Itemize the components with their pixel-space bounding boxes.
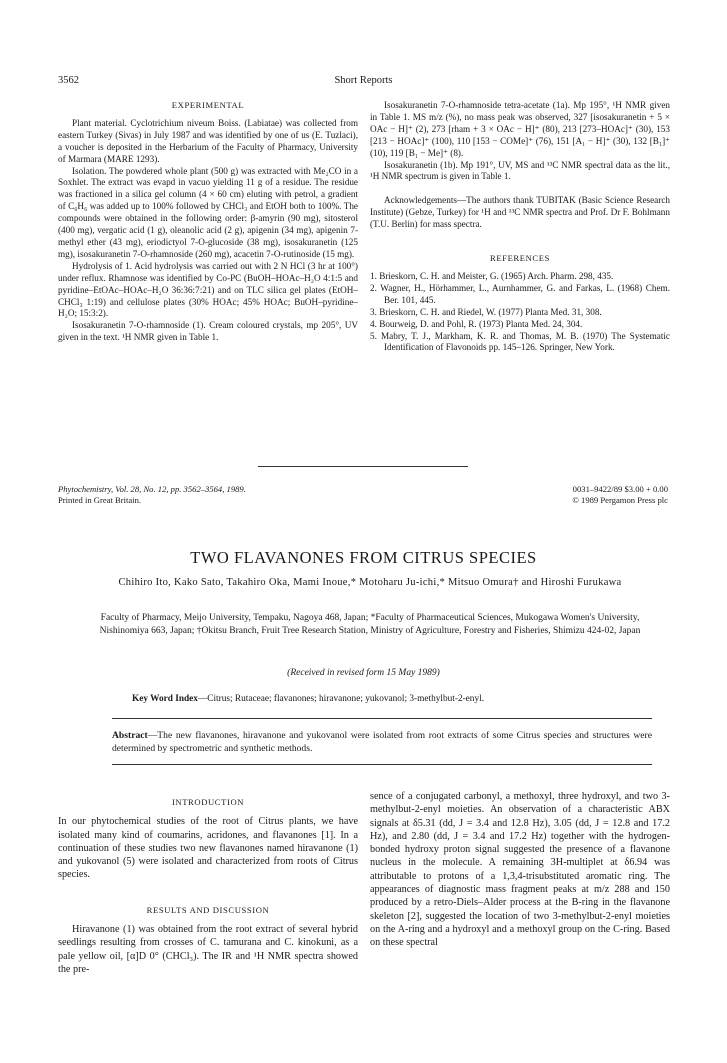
reference-item: 5. Mabry, T. J., Markham, K. R. and Thomas, M. B. (1970) The Systematic Identification of Flavonoids pp. 145–126. Springer, New York. [370, 330, 670, 353]
section-divider [258, 466, 468, 467]
copyright-line: © 1989 Pergamon Press plc [572, 494, 668, 505]
abstract-label: Abstract [112, 730, 148, 741]
results-continued-text: sence of a conjugated carbonyl, a methoxyl, three hydroxyl, and two 3-methylbut-2-enyl moieties. An observation of a characteristic ABX signals at δ5.31 (dd, J = 3.4 and 12.8 Hz), 3.05 (dd, J = 12.8 and 17.2 Hz), and 2.80 (dd, J = 3.4 and 17.2 Hz) together with the hydrogen-bonded hydroxy proton signal suggested the presence of a flavanone nucleus in the molecule. A remaining 3H-multiplet at δ6.94 was attributable to protons of a 1,3,4-trisubstituted aromatic ring. The appearances of diagnostic mass fragment peaks at m/z 288 and 150 produced by a retro-Diels–Alder process at the B-ring in the flavanone skeleton [2], suggested the location of two 3-methylbut-2-enyl moieties on the A-ring and a hydroxyl and a methoxyl group on the C-ring. Based on these spectral [370, 791, 670, 949]
introduction-column [58, 796, 358, 976]
paragraph-hydrolysis: Hydrolysis of 1. Acid hydrolysis was carried out with 2 N HCl (3 hr at 100°) under reflux. Rhamnose was identified by Co-PC (BuOH–HOAc–H₂O 4:1:5 and pyridine–EtOAc–HOAc–H₂O 36:36:7:21) and on TLC silica gel plates (EtOH–CHCl₃ 1:19) and cellulose plates (30% HOAc; 45% HOAc; BuOH–pyridine–H₂O; 15:3:2). [58, 260, 358, 319]
references-list [370, 271, 670, 354]
paragraph-compound-1: Isosakuranetin 7-O-rhamnoside (1). Cream coloured crystals, mp 205°, UV given in the text. ¹H NMR given in Table 1. [58, 320, 358, 343]
abstract-bottom-rule [112, 764, 652, 765]
reference-item: 3. Brieskorn, C. H. and Riedel, W. (1977) Planta Med. 31, 308. [370, 306, 602, 317]
issn-price: 0031–9422/89 $3.00 + 0.00 [572, 484, 668, 494]
paragraph-tetra-acetate: Isosakuranetin 7-O-rhamnoside tetra-acetate (1a). Mp 195°, ¹H NMR given in Table 1. MS m/z (%), no mass peak was observed, 327 [isosakuranetin + 5 × OAc − H]⁺ (2), 273 [rham + 3 × OAc − H]⁺ (80), 213 [273–HOAc]⁺ (30), 153 [213 − HOAc]⁺ (100), 110 [153 − COMe]⁺ (76), 151 [A₁ − H]⁺ (30), 132 [B₁]⁺ (10), 119 [B₁ − Me]⁺ (8). [370, 100, 670, 158]
right-column-upper [370, 100, 670, 354]
reference-item: 2. Wagner, H., Hörhammer, L., Aurnhammer, G. and Farkas, L. (1968) Chem. Ber. 101, 445. [370, 282, 670, 305]
received-date: (Received in revised form 15 May 1989) [287, 668, 440, 678]
page-number: 3562 [58, 75, 79, 86]
results-continued-column [370, 790, 670, 950]
experimental-column [58, 100, 358, 344]
paragraph-plant-material: Plant material. Cyclotrichium niveum Boiss. (Labiatae) was collected from eastern Turkey (Sivas) in July 1987 and was identified by one of us (E. Tuzlaci), a voucher is deposited in the Herbarium of the Faculty of Pharmacy, University of Marmara (MARE 1293). [58, 117, 358, 164]
paragraph-isosakuranetin: Isosakuranetin (1b). Mp 191°, UV, MS and ¹³C NMR spectral data as the lit., ¹H NMR spectrum is given in Table 1. [370, 159, 670, 182]
reference-item: 1. Brieskorn, C. H. and Meister, G. (1965) Arch. Pharm. 298, 435. [370, 270, 614, 281]
acknowledgements: Acknowledgements—The authors thank TUBITAK (Basic Science Research Institute) (Gebze, Turkey) for ¹H and ¹³C NMR spectra and Prof. Dr F. Bohlmann (T.U. Berlin) for mass spectra. [370, 195, 670, 230]
abstract-text: —The new flavanones, hiravanone and yukovanol were isolated from root extracts of some Citrus species and structures were determined by spectrometric and synthetic methods. [112, 730, 652, 754]
abstract-top-rule [112, 718, 652, 719]
section-heading-experimental: EXPERIMENTAL [171, 100, 245, 110]
abstract-block [112, 729, 652, 755]
results-text: Hiravanone (1) was obtained from the root extract of several hybrid seedlings resulting from crosses of C. tamurana and C. kinokuni, as a pale yellow oil, [α]D 0° (CHCl₃). The IR and ¹H NMR spectra showed the pre- [58, 924, 358, 975]
paragraph-isolation: Isolation. The powdered whole plant (500 g) was extracted with Me₂CO in a Soxhlet. The extract was evapd in vacuo yielding 11 g of a residue. The residue was fractioned in a silica gel column (4 × 60 cm) eluting with petrol, a gradient of C₆H₆ was added up to 100% followed by CHCl₃ and EtOH both to 100%. The compounds were obtained in the following order: β-amyrin (90 mg), sitosterol (400 mg), vergatic acid (1 g), oleanolic acid (2 g), apigenin (34 mg), apigenin 7-methyl ether (43 mg), eriodictyol 7-O-glucoside (38 mg), isosakuranetin (125 mg), isosakuranetin 7-O-rhamnoside (260 mg), acacetin 7-O-rutinoside (15 mg). [58, 165, 358, 259]
affiliations: Faculty of Pharmacy, Meijo University, Tempaku, Nagoya 468, Japan; *Faculty of Pharmaceutical Sciences, Mukogawa Women's University, Nishinomiya 663, Japan; †Okitsu Branch, Fruit Tree Research Station, Ministry of Agriculture, Forestry and Fisheries, Shimizu 424-02, Japan [99, 613, 641, 636]
introduction-text: In our phytochemical studies of the root of Citrus plants, we have isolated many kind of coumarins, acridones, and flavanones [1]. In a continuation of these studies two new flavanones named hiravanone (1) and yukovanol (5) were isolated and characterized from roots of Citrus species. [58, 816, 358, 881]
references-heading: REFERENCES [490, 253, 550, 264]
author-list: Chihiro Ito, Kako Sato, Takahiro Oka, Mami Inoue,* Motoharu Ju-ichi,* Mitsuo Omura† and Hiroshi Furukawa [118, 577, 622, 588]
copyright-info [440, 484, 668, 505]
printed-in: Printed in Great Britain. [58, 494, 142, 505]
article-title: TWO FLAVANONES FROM CITRUS SPECIES [190, 548, 537, 567]
journal-info [58, 484, 378, 505]
section-heading-introduction: INTRODUCTION [171, 797, 245, 807]
running-title: Short Reports [334, 75, 393, 86]
keywords-label: Key Word Index [132, 694, 198, 704]
section-heading-results: RESULTS AND DISCUSSION [146, 904, 270, 915]
reference-item: 4. Bourweig, D. and Pohl, R. (1973) Planta Med. 24, 304. [370, 318, 583, 329]
journal-citation: Phytochemistry, Vol. 28, No. 12, pp. 3562–3564, 1989. [58, 484, 246, 494]
keyword-index [132, 694, 484, 704]
keywords-text: —Citrus; Rutaceae; flavanones; hiravanone; yukovanol; 3-methylbut-2-enyl. [197, 694, 485, 704]
